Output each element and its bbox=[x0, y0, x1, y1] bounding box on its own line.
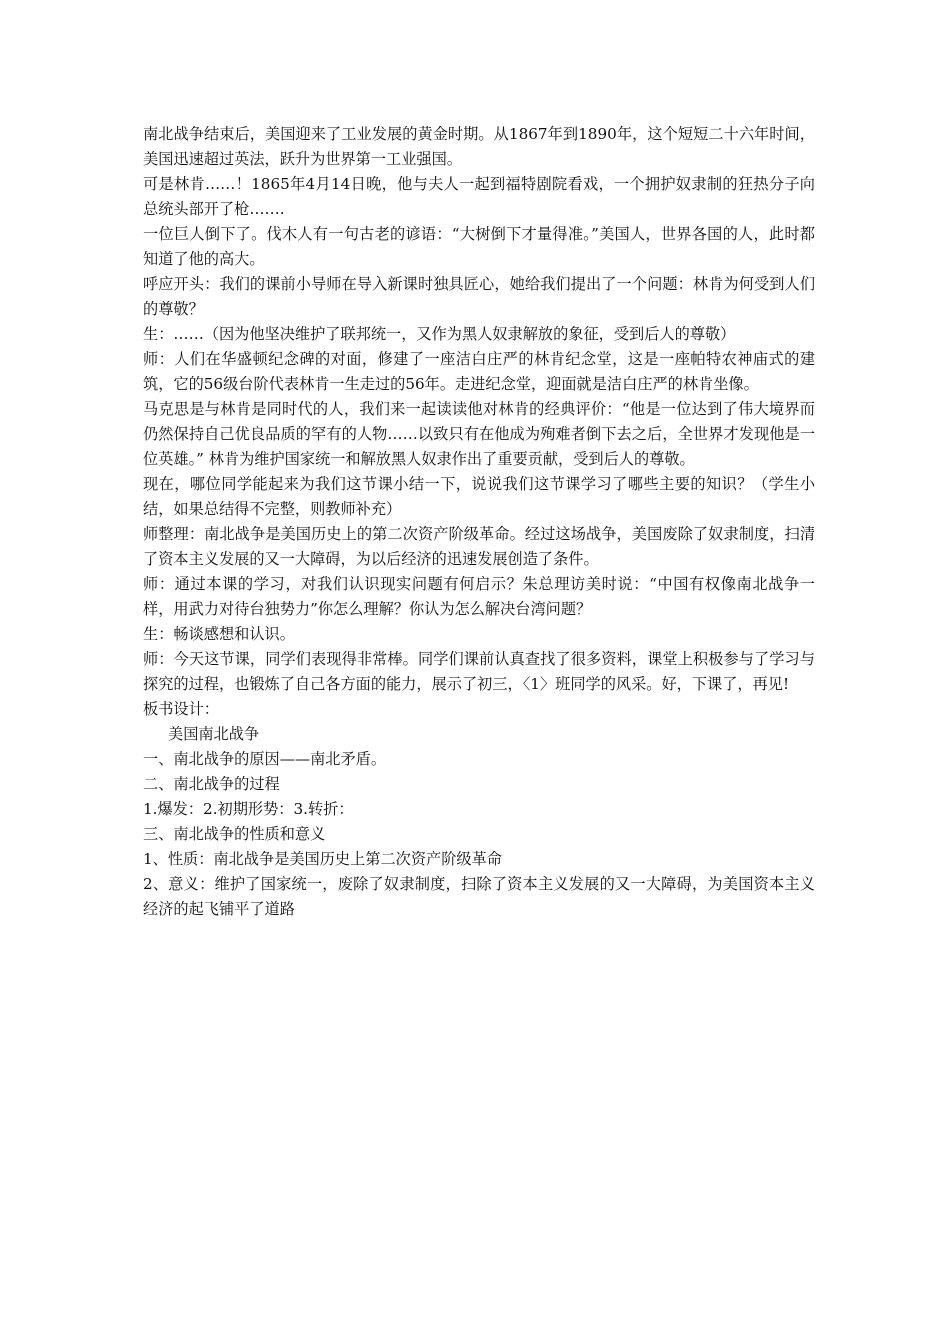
board-design-heading: 板书设计： bbox=[143, 700, 219, 718]
document-page bbox=[143, 122, 815, 922]
paragraph-echo-opening: 呼应开头：我们的课前小导师在导入新课时独具匠心，她给我们提出了一个问题：林肯为何受到人们的尊敬？ bbox=[143, 275, 815, 318]
paragraph-teacher-summary: 师整理：南北战争是美国历史上的第二次资产阶级革命。经过这场战争，美国废除了奴隶制度，扫清了资本主义发展的又一大障碍，为以后经济的迅速发展创造了条件。 bbox=[143, 525, 815, 568]
board-line: 一、南北战争的原因——南北矛盾。 bbox=[143, 750, 386, 768]
paragraph-giant-fallen: 一位巨人倒下了。伐木人有一句古老的谚语：“大树倒下才量得准。”美国人，世界各国的人，此时都知道了他的高大。 bbox=[143, 225, 815, 268]
paragraph-lincoln-assassination: 可是林肯……！1865年4月14日晚，他与夫人一起到福特剧院看戏，一个拥护奴隶制的狂热分子向总统头部开了枪……. bbox=[143, 175, 815, 218]
paragraph-student-answer: 生：……（因为他坚决维护了联邦统一，又作为黑人奴隶解放的象征，受到后人的尊敬） bbox=[143, 325, 736, 343]
board-title: 美国南北战争 bbox=[168, 725, 260, 743]
paragraph-summary-prompt: 现在，哪位同学能起来为我们这节课小结一下，说说我们这节课学习了哪些主要的知识？（学生小结，如果总结得不完整，则教师补充） bbox=[143, 475, 815, 518]
board-line: 二、南北战争的过程 bbox=[143, 775, 280, 793]
paragraph-student-discussion: 生：畅谈感想和认识。 bbox=[143, 625, 295, 643]
paragraph-marx-evaluation: 马克思是与林肯是同时代的人，我们来一起读读他对林肯的经典评价：“他是一位达到了伟大境界而仍然保持自己优良品质的罕有的人物……以致只有在他成为殉难者倒下去之后，全世界才发现他是一位英雄。” 林肯为维护国家统一和解放黑人奴隶作出了重要贡献，受到后人的尊敬。 bbox=[143, 400, 815, 468]
paragraph-closing: 师：今天这节课，同学们表现得非常棒。同学们课前认真查找了很多资料，课堂上积极参与了学习与探究的过程，也锻炼了自己各方面的能力，展示了初三，〈1〉班同学的风采。好，下课了，再见! bbox=[143, 650, 815, 693]
board-line: 2、意义：维护了国家统一，废除了奴隶制度，扫除了资本主义发展的又一大障碍，为美国资本主义经济的起飞铺平了道路 bbox=[143, 875, 815, 918]
paragraph-reflection-question: 师：通过本课的学习，对我们认识现实问题有何启示？朱总理访美时说：“中国有权像南北战争一样，用武力对待台独势力”你怎么理解？你认为怎么解决台湾问题？ bbox=[143, 575, 815, 618]
paragraph-memorial: 师：人们在华盛顿纪念碑的对面，修建了一座洁白庄严的林肯纪念堂，这是一座帕特农神庙式的建筑，它的56级台阶代表林肯一生走过的56年。走进纪念堂，迎面就是洁白庄严的林肯坐像。 bbox=[143, 350, 815, 393]
paragraph-postwar-industry: 南北战争结束后，美国迎来了工业发展的黄金时期。从1867年到1890年，这个短短二十六年时间，美国迅速超过英法，跃升为世界第一工业强国。 bbox=[143, 125, 815, 168]
board-line: 1.爆发：2.初期形势：3.转折： bbox=[143, 800, 354, 818]
board-line: 三、南北战争的性质和意义 bbox=[143, 825, 326, 843]
board-line: 1、性质：南北战争是美国历史上第二次资产阶级革命 bbox=[143, 850, 502, 868]
